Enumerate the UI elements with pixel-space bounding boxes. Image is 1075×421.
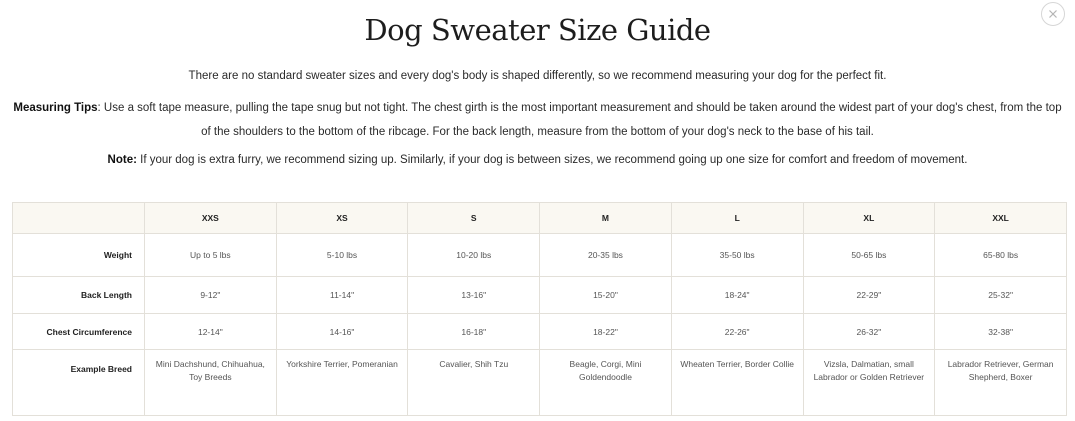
size-header: XS: [276, 203, 408, 234]
table-cell: 26-32": [803, 314, 935, 350]
table-cell: 20-35 lbs: [540, 234, 672, 277]
size-header: XXS: [145, 203, 277, 234]
row-label: Example Breed: [13, 350, 145, 416]
table-cell: 5-10 lbs: [276, 234, 408, 277]
table-cell: 10-20 lbs: [408, 234, 540, 277]
row-label: Chest Circumference: [13, 314, 145, 350]
measuring-tips-text: : Use a soft tape measure, pulling the tape snug but not tight. The chest girth is the most important measurement and should be taken around the widest part of your dog's chest, from the top of the shoulders to the bottom of the ribcage. For the back length, measure from the bottom of your dog's neck to the base of his tail.: [97, 102, 1062, 138]
table-cell: Vizsla, Dalmatian, small Labrador or Golden Retriever: [803, 350, 935, 416]
table-cell: 22-29": [803, 277, 935, 314]
table-row-example-breed: [13, 350, 1067, 416]
table-cell: Beagle, Corgi, Mini Goldendoodle: [540, 350, 672, 416]
table-cell: Mini Dachshund, Chihuahua, Toy Breeds: [145, 350, 277, 416]
table-cell: 25-32": [935, 277, 1067, 314]
size-table: [12, 202, 1067, 416]
measuring-tips-label: Measuring Tips: [13, 102, 98, 114]
size-header: S: [408, 203, 540, 234]
table-cell: Wheaten Terrier, Border Collie: [671, 350, 803, 416]
table-cell: 18-24": [671, 277, 803, 314]
table-cell: 22-26": [671, 314, 803, 350]
table-cell: 35-50 lbs: [671, 234, 803, 277]
table-cell: 14-16": [276, 314, 408, 350]
size-header: XXL: [935, 203, 1067, 234]
table-cell: 50-65 lbs: [803, 234, 935, 277]
table-header-corner: [13, 203, 145, 234]
table-cell: Cavalier, Shih Tzu: [408, 350, 540, 416]
intro-text: There are no standard sweater sizes and every dog's body is shaped differently, so we recommend measuring your dog for the perfect fit.: [188, 70, 887, 82]
table-row-back-length: [13, 277, 1067, 314]
row-label: Back Length: [13, 277, 145, 314]
table-cell: 65-80 lbs: [935, 234, 1067, 277]
table-cell: Up to 5 lbs: [145, 234, 277, 277]
table-cell: 18-22": [540, 314, 672, 350]
table-cell: 16-18": [408, 314, 540, 350]
size-header: M: [540, 203, 672, 234]
table-cell: 11-14": [276, 277, 408, 314]
close-button[interactable]: [1041, 2, 1065, 26]
table-cell: 13-16": [408, 277, 540, 314]
table-cell: Labrador Retriever, German Shepherd, Boxer: [935, 350, 1067, 416]
close-icon[interactable]: [1048, 9, 1058, 19]
table-cell: Yorkshire Terrier, Pomeranian: [276, 350, 408, 416]
note-text: If your dog is extra furry, we recommend sizing up. Similarly, if your dog is between sizes, we recommend going up one size for comfort and freedom of movement.: [136, 154, 968, 166]
row-label: Weight: [13, 234, 145, 277]
size-header: XL: [803, 203, 935, 234]
table-cell: 9-12": [145, 277, 277, 314]
page-title: Dog Sweater Size Guide: [364, 13, 711, 47]
table-cell: 32-38": [935, 314, 1067, 350]
note-label: Note:: [107, 154, 137, 166]
measuring-tips: [12, 96, 1063, 144]
table-row-weight: [13, 234, 1067, 277]
table-cell: 15-20": [540, 277, 672, 314]
table-row-chest-circumference: [13, 314, 1067, 350]
note: [0, 152, 1075, 168]
table-cell: 12-14": [145, 314, 277, 350]
size-header: L: [671, 203, 803, 234]
table-header-row: [13, 203, 1067, 234]
